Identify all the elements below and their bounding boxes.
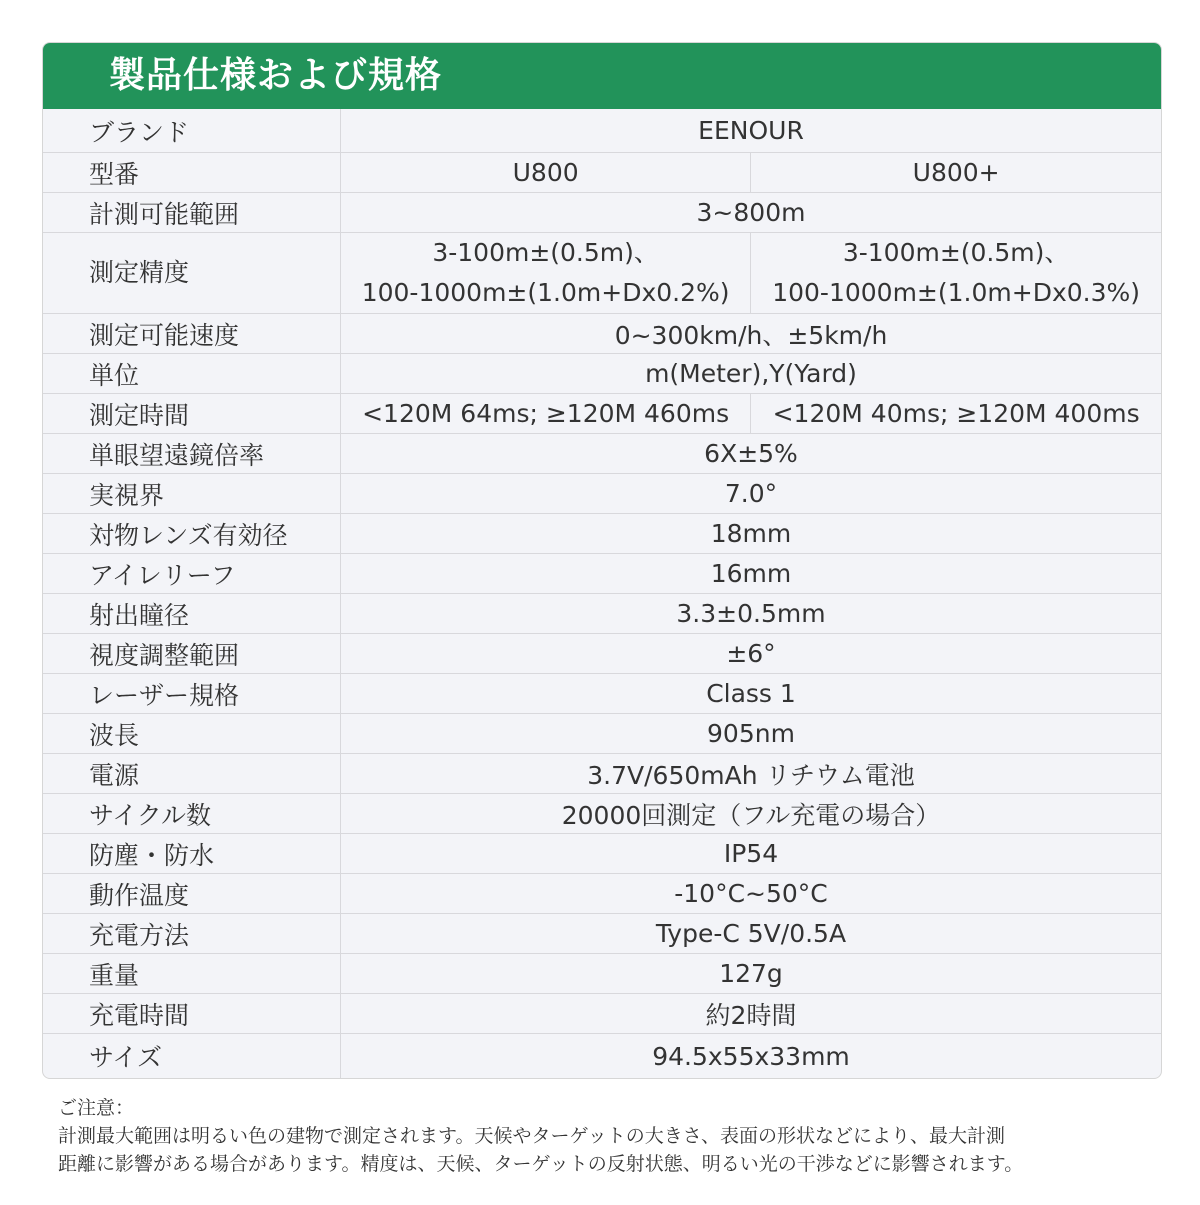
table-row (43, 554, 1161, 594)
spec-label: 防塵・防水 (43, 834, 341, 874)
note-line: 距離に影響がある場合があります。精度は、天候、ターゲットの反射状態、明るい光の干渉などに影響されます。 (58, 1153, 1024, 1175)
table-row (43, 314, 1161, 354)
spec-label: 型番 (43, 153, 341, 193)
spec-value: 約2時間 (341, 994, 1162, 1034)
spec-label: 視度調整範囲 (43, 634, 341, 674)
note-heading: ご注意： (58, 1097, 135, 1119)
table-row (43, 233, 1161, 314)
table-row (43, 193, 1161, 233)
spec-value: U800+ (751, 153, 1161, 193)
spec-value: 3.7V/650mAh リチウム電池 (341, 754, 1162, 794)
spec-label: 動作温度 (43, 874, 341, 914)
table-row (43, 794, 1161, 834)
spec-value: Class 1 (341, 674, 1162, 714)
spec-label: 単位 (43, 354, 341, 394)
spec-value: 20000回測定（フル充電の場合） (341, 794, 1162, 834)
spec-value: m(Meter),Y(Yard) (341, 354, 1162, 394)
spec-label: 射出瞳径 (43, 594, 341, 634)
spec-label: 波長 (43, 714, 341, 754)
spec-value: -10°C~50°C (341, 874, 1162, 914)
table-row (43, 874, 1161, 914)
spec-label: 測定可能速度 (43, 314, 341, 354)
spec-value: EENOUR (698, 116, 804, 145)
spec-card (42, 42, 1162, 1079)
table-row (43, 954, 1161, 994)
spec-label: 重量 (43, 954, 341, 994)
spec-label: 実視界 (43, 474, 341, 514)
spec-value: 18mm (341, 514, 1162, 554)
spec-label: 対物レンズ有効径 (43, 514, 341, 554)
spec-label: サイクル数 (43, 794, 341, 834)
spec-value: 3-100m±(0.5m)、 100-1000m±(1.0m+Dx0.2%) (341, 233, 751, 314)
table-row (43, 834, 1161, 874)
spec-label: 充電方法 (43, 914, 341, 954)
note (58, 1094, 1023, 1178)
table-row (43, 994, 1161, 1034)
table-row (43, 634, 1161, 674)
spec-value: 3.3±0.5mm (341, 594, 1162, 634)
spec-label: ブランド (43, 109, 341, 153)
table-row (43, 674, 1161, 714)
table-row (43, 714, 1161, 754)
spec-title: 製品仕様および規格 (43, 43, 1161, 109)
spec-label: 測定時間 (43, 394, 341, 434)
spec-value: 94.5x55x33mm (341, 1034, 1162, 1079)
table-row (43, 914, 1161, 954)
spec-value: ±6° (341, 634, 1162, 674)
spec-value: 905nm (341, 714, 1162, 754)
spec-value: Type-C 5V/0.5A (341, 914, 1162, 954)
spec-value: 0~300km/h、±5km/h (341, 314, 1162, 354)
spec-label: アイレリーフ (43, 554, 341, 594)
spec-label: 充電時間 (43, 994, 341, 1034)
table-row (43, 514, 1161, 554)
spec-label: レーザー規格 (43, 674, 341, 714)
spec-value: 127g (341, 954, 1162, 994)
table-row (43, 474, 1161, 514)
spec-label: サイズ (43, 1034, 341, 1079)
spec-value: 6X±5% (341, 434, 1162, 474)
spec-label: 電源 (43, 754, 341, 794)
table-row (43, 354, 1161, 394)
spec-value: 16mm (341, 554, 1162, 594)
spec-value: IP54 (341, 834, 1162, 874)
spec-value: 3~800m (341, 193, 1162, 233)
table-row (43, 153, 1161, 193)
table-row (43, 754, 1161, 794)
table-row (43, 434, 1161, 474)
spec-value: <120M 64ms; ≥120M 460ms (341, 394, 751, 434)
table-row (43, 394, 1161, 434)
table-row (43, 109, 1161, 153)
table-row (43, 594, 1161, 634)
spec-value: 3-100m±(0.5m)、 100-1000m±(1.0m+Dx0.3%) (751, 233, 1161, 314)
note-line: 計測最大範囲は明るい色の建物で測定されます。天候やターゲットの大きさ、表面の形状などにより、最大計測 (58, 1125, 1005, 1147)
spec-label: 単眼望遠鏡倍率 (43, 434, 341, 474)
table-row (43, 1034, 1161, 1079)
spec-table (43, 109, 1161, 1078)
spec-label: 測定精度 (43, 233, 341, 314)
spec-label: 計測可能範囲 (43, 193, 341, 233)
spec-value: 7.0° (341, 474, 1162, 514)
spec-value: U800 (341, 153, 751, 193)
spec-value: <120M 40ms; ≥120M 400ms (751, 394, 1161, 434)
